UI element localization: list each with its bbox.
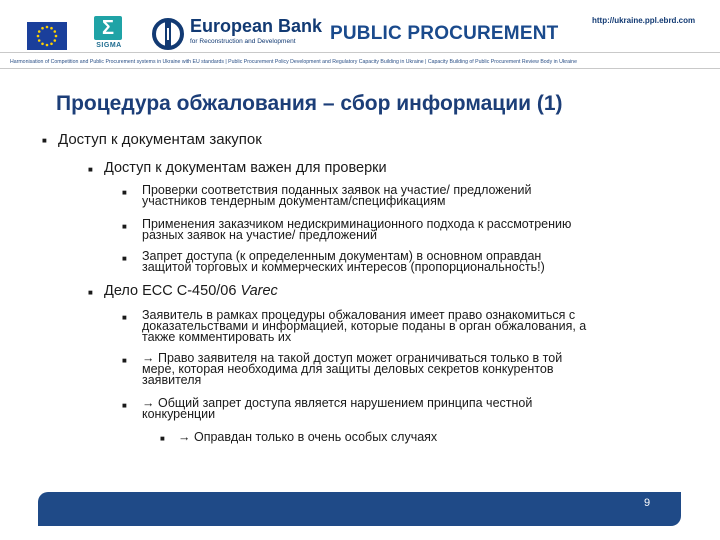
header-divider — [0, 68, 720, 69]
page-number: 9 — [644, 497, 651, 509]
square-bullet-icon: ■ — [42, 136, 47, 145]
square-bullet-icon: ■ — [160, 434, 165, 443]
bullet-text: Проверки соответствия поданных заявок на участие/ предложений — [142, 183, 532, 197]
sigma-icon: Σ — [94, 16, 122, 40]
bullet-text: доказательствами и информацией, которые поданы в орган обжалования, а — [142, 319, 587, 333]
ebrd-logo-icon — [152, 18, 184, 50]
ebrd-name: European Bank — [190, 16, 323, 36]
bullet-text — [104, 283, 278, 299]
bullet-text: заявителя — [142, 373, 202, 387]
program-title: PUBLIC PROCUREMENT — [330, 23, 559, 44]
bullet-text: защитой торговых и коммерческих интересов (пропорциональность!) — [142, 260, 545, 274]
square-bullet-icon: ■ — [122, 313, 127, 322]
bullet-text: конкуренции — [142, 407, 216, 421]
bullet-text: Доступ к документам закупок — [58, 131, 262, 148]
slide-title: Процедура обжалования – сбор информации (1) — [56, 92, 563, 115]
bullet-text: Доступ к документам важен для проверки — [104, 160, 387, 176]
footer-bar — [38, 492, 681, 526]
sigma-label: SIGMA — [96, 42, 122, 49]
sigma-logo — [94, 16, 124, 56]
bullet-text-part: Право заявителя на такой доступ может ограничиваться только в той — [154, 351, 563, 365]
case-label: Дело ECC C-450/06 — [104, 283, 241, 299]
bullet-text-part: Оправдан только в очень особых случаях — [190, 430, 438, 444]
square-bullet-icon: ■ — [122, 222, 127, 231]
bullet-text: Применения заказчиком недискриминационного подхода к рассмотрению — [142, 217, 572, 231]
bullet-text: Заявитель в рамках процедуры обжалования имеет право ознакомиться с — [142, 308, 576, 322]
header-divider — [0, 52, 720, 53]
case-name: Varec — [240, 283, 278, 299]
project-subtitle: Harmonisation of Competition and Public Procurement systems in Ukraine with EU standards | Public Procurement Policy Development and Regulatory Capacity Building in Ukraine | Capacity Building of Public Procurement Review Body in Ukraine — [10, 59, 577, 65]
square-bullet-icon: ■ — [122, 188, 127, 197]
bullet-text: также комментировать их — [142, 330, 292, 344]
arrow-right-icon: → — [142, 351, 155, 365]
bullet-text — [178, 430, 437, 444]
arrow-right-icon: → — [142, 396, 155, 410]
square-bullet-icon: ■ — [88, 288, 93, 297]
website-link[interactable]: http://ukraine.ppl.ebrd.com — [592, 16, 696, 25]
square-bullet-icon: ■ — [88, 165, 93, 174]
bullet-text: участников тендерным документам/спецификациям — [142, 194, 446, 208]
ebrd-subtitle: for Reconstruction and Development — [190, 38, 296, 45]
square-bullet-icon: ■ — [122, 356, 127, 365]
bullet-text: разных заявок на участие/ предложений — [142, 228, 377, 242]
bullet-text: мере, которая необходима для защиты деловых секретов конкурентов — [142, 362, 554, 376]
bullet-text-part: Общий запрет доступа является нарушением принципа честной — [154, 396, 533, 410]
square-bullet-icon: ■ — [122, 254, 127, 263]
bullet-text: Запрет доступа (к определенным документам) в основном оправдан — [142, 249, 542, 263]
square-bullet-icon: ■ — [122, 401, 127, 410]
eu-flag-icon — [27, 22, 67, 50]
arrow-right-icon: → — [178, 430, 191, 444]
